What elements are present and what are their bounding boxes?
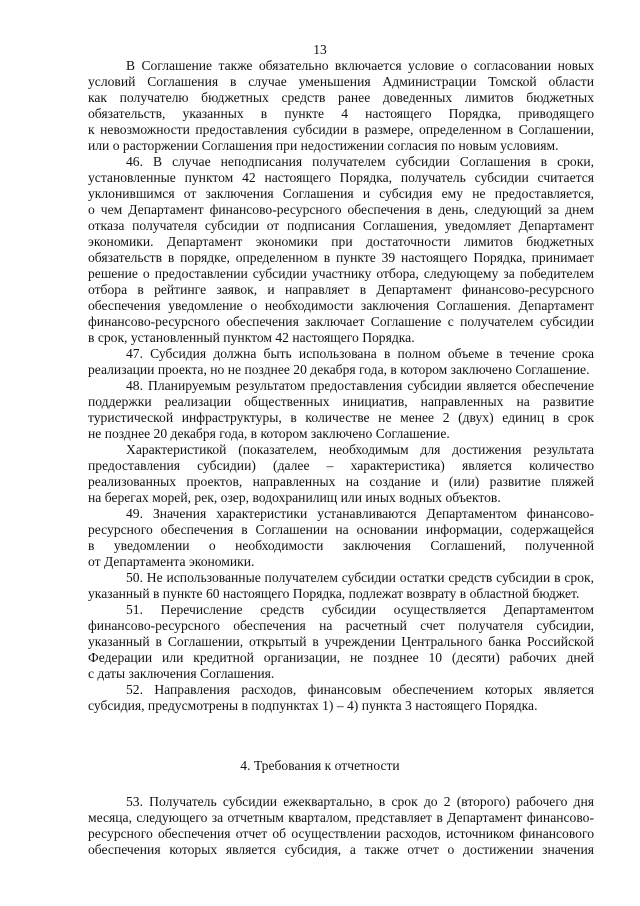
text-line: отбора в рейтинге заявок, и направляет в Департамент финансово-ресурсного bbox=[88, 282, 594, 297]
text-line: ресурсного обеспечения отчет об осуществлении расходов, источником финансового bbox=[88, 826, 594, 841]
text-line: в срок, установленный пунктом 42 настоящего Порядка. bbox=[88, 330, 415, 345]
text-line: экономики. Департамент экономики при достаточности лимитов бюджетных bbox=[88, 234, 594, 249]
text-line: от Департамента экономики. bbox=[88, 554, 255, 569]
text-line: как получателю бюджетных средств ранее доведенных лимитов бюджетных bbox=[88, 90, 594, 105]
text-line: 53. Получатель субсидии ежеквартально, в срок до 2 (второго) рабочего дня bbox=[126, 794, 594, 809]
text-line: обеспечения уведомление о необходимости заключения Соглашения. Департамент bbox=[88, 298, 594, 313]
text-line: финансово-ресурсного обеспечения заключает Соглашение с получателем субсидии bbox=[88, 314, 594, 329]
page-number: 13 bbox=[313, 42, 327, 57]
text-line: 47. Субсидия должна быть использована в полном объеме в течение срока bbox=[126, 346, 594, 361]
text-line: решение о предоставлении субсидии участнику отбора, следующему за победителем bbox=[88, 266, 594, 281]
text-line: ресурсного обеспечения в Соглашении на основании информации, содержащейся bbox=[88, 522, 594, 537]
text-line: отказа получателя субсидии от подписания Соглашения, уведомляет Департамент bbox=[88, 218, 594, 233]
text-line: обязательств в порядке, определенном в пункте 39 настоящего Порядка, принимает bbox=[88, 250, 594, 265]
text-line: субсидия, предусмотрены в подпунктах 1) – 4) пункта 3 настоящего Порядка. bbox=[88, 698, 538, 713]
text-line: на берегах морей, рек, озер, водохранилищ или иных водных объектов. bbox=[88, 490, 501, 505]
text-line: 49. Значения характеристики устанавливаются Департаментом финансово- bbox=[126, 506, 594, 521]
text-line: обязательств, указанных в пункте 4 настоящего Порядка, приводящего bbox=[88, 106, 594, 121]
text-line: реализации проекта, но не позднее 20 декабря года, в котором заключено Соглашение. bbox=[88, 362, 590, 377]
text-line: не позднее 20 декабря года, в котором заключено Соглашение. bbox=[88, 426, 450, 441]
text-line: Характеристикой (показателем, необходимым для достижения результата bbox=[126, 442, 594, 457]
text-line: с даты заключения Соглашения. bbox=[88, 666, 275, 681]
text-line: предоставления субсидии) (далее – характеристика) является количество bbox=[88, 458, 594, 473]
text-line: туристической инфраструктуры, в количестве не менее 2 (двух) единиц в срок bbox=[88, 410, 594, 425]
text-line: 48. Планируемым результатом предоставления субсидии является обеспечение bbox=[126, 378, 594, 393]
text-line: 51. Перечисление средств субсидии осуществляется Департаментом bbox=[126, 602, 594, 617]
text-line: 50. Не использованные получателем субсидии остатки средств субсидии в срок, bbox=[126, 570, 594, 585]
text-line: 46. В случае неподписания получателем субсидии Соглашения в сроки, bbox=[126, 154, 594, 169]
text-line: уклонившимся от заключения Соглашения и субсидия ему не предоставляется, bbox=[88, 186, 594, 201]
text-line: указанный в Соглашении, открытый в учреждении Центрального банка Российской bbox=[88, 634, 594, 649]
text-line: поддержки реализации общественных инициатив, направленных на развитие bbox=[88, 394, 594, 409]
text-line: условий Соглашения в случае уменьшения Администрации Томской области bbox=[88, 74, 594, 89]
text-line: или о расторжении Соглашения при недостижении согласия по новым условиям. bbox=[88, 138, 559, 153]
text-line: в уведомлении о необходимости заключения Соглашений, полученной bbox=[88, 538, 594, 553]
text-line: финансово-ресурсного обеспечения на расчетный счет получателя субсидии, bbox=[88, 618, 594, 633]
section-heading: 4. Требования к отчетности bbox=[240, 758, 400, 773]
text-line: обеспечения которых является субсидия, а также отчет о достижении значения bbox=[88, 842, 594, 857]
text-line: установленные пунктом 42 настоящего Порядка, получатель субсидии считается bbox=[88, 170, 594, 185]
text-line: указанный в пункте 60 настоящего Порядка, подлежат возврату в областной бюджет. bbox=[88, 586, 580, 601]
text-line: к невозможности предоставления субсидии в размере, определенном в Соглашении, bbox=[88, 122, 594, 137]
text-line: В Соглашение также обязательно включается условие о согласовании новых bbox=[126, 58, 594, 73]
text-line: 52. Направления расходов, финансовым обеспечением которых является bbox=[126, 682, 594, 697]
text-line: месяца, следующего за отчетным кварталом, представляет в Департамент финансово- bbox=[88, 810, 594, 825]
text-line: о чем Департамент финансово-ресурсного обеспечения в день, следующий за днем bbox=[88, 202, 594, 217]
text-line: реализованных проектов, направленных на создание и (или) развитие пляжей bbox=[88, 474, 594, 489]
text-line: Федерации или кредитной организации, не позднее 10 (десяти) рабочих дней bbox=[88, 650, 594, 665]
